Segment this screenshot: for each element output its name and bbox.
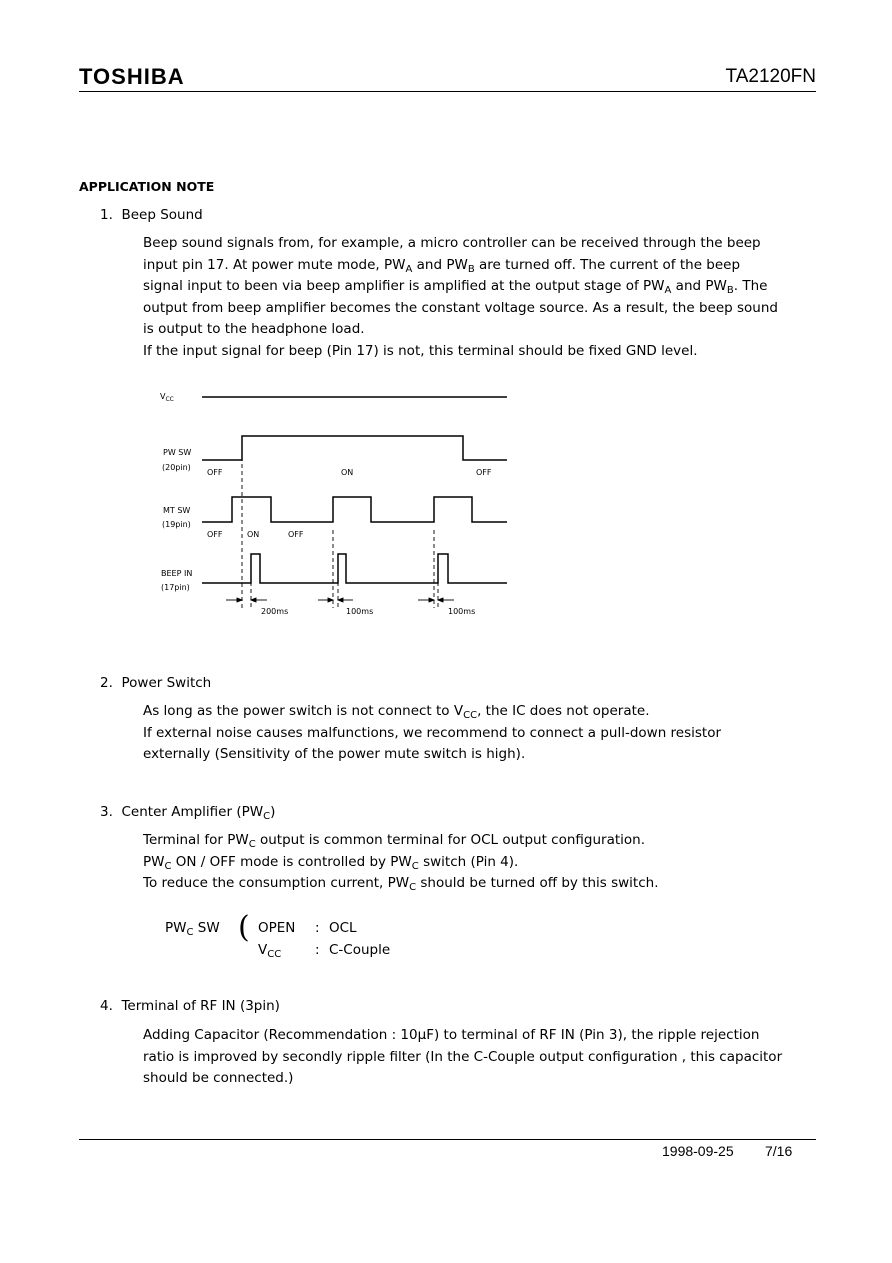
- text-line: output from beep amplifier becomes the constant voltage source. As a result, the beep sound: [143, 299, 778, 316]
- text-line: signal input to been via beep amplifier is amplified at the output stage of $PW_A$ and $PW_B$. The: [143, 278, 768, 296]
- text-line: To reduce the consumption current, $PW_C$ should be turned off by this switch.: [143, 875, 659, 893]
- beep-pin: (17pin): [161, 583, 190, 592]
- text-line: As long as the power switch is not connect to $V_{CC}$, the IC does not operate.: [143, 703, 650, 721]
- switch-result-c-couple: C-Couple: [329, 942, 391, 958]
- section-4-title: Terminal of RF IN (3pin): [121, 998, 280, 1014]
- section-1-number: 1.: [100, 207, 113, 223]
- switch-result-ocl: OCL: [329, 920, 357, 936]
- section-2-heading: [100, 675, 211, 691]
- text-line: ratio is improved by secondly ripple filter (In the C-Couple output configuration , this capacitor: [143, 1048, 783, 1065]
- left-bracket: (: [238, 910, 250, 945]
- section-2-title: Power Switch: [121, 675, 212, 691]
- mt-sw-waveform: [202, 497, 507, 522]
- switch-option-vcc: $V_{CC}$: [258, 942, 282, 960]
- section-1-heading: [100, 207, 203, 223]
- section-4-heading: [100, 998, 280, 1014]
- part-number: TA2120FN: [725, 66, 816, 87]
- timing-1: 200ms: [261, 607, 289, 616]
- mt-state-on: ON: [247, 530, 260, 539]
- text-line: Adding Capacitor (Recommendation : 10μF) to terminal of RF IN (Pin 3), the ripple rejection: [143, 1027, 760, 1043]
- text-line: Beep sound signals from, for example, a micro controller can be received through the beep: [143, 235, 761, 251]
- text-line: $PW_C$ ON / OFF mode is controlled by $PW_C$ switch (Pin 4).: [143, 853, 519, 872]
- text-line: is output to the headphone load.: [143, 321, 365, 337]
- switch-separator: :: [315, 942, 320, 958]
- pw-state-on: ON: [341, 468, 354, 477]
- timing-3: 100ms: [448, 607, 476, 616]
- text-line: If the input signal for beep (Pin 17) is not, this terminal should be fixed GND level.: [143, 342, 698, 359]
- vcc-label: $V_{CC}$: [160, 392, 174, 403]
- mt-state-off-1: OFF: [207, 530, 223, 539]
- text-line: Terminal for $PW_C$ output is common terminal for OCL output configuration.: [143, 832, 646, 850]
- section-2-body: [143, 701, 721, 766]
- section-4-body: [143, 1025, 811, 1090]
- timing-2: 100ms: [346, 607, 374, 616]
- section-3-body: [143, 830, 658, 895]
- pw-sw-label: PW SW: [163, 448, 192, 457]
- page-number: 7/16: [765, 1143, 793, 1159]
- section-3-title: Center Amplifier $(PW_C)$: [121, 804, 276, 822]
- text-line: externally (Sensitivity of the power mute switch is high).: [143, 746, 526, 762]
- section-3-heading: [100, 804, 275, 820]
- mt-sw-pin: (19pin): [162, 520, 191, 529]
- mt-state-off-2: OFF: [288, 530, 304, 539]
- company-logo: TOSHIBA: [79, 64, 185, 89]
- section-1-body: [143, 233, 810, 362]
- pw-sw-pin: (20pin): [162, 463, 191, 472]
- section-4-number: 4.: [100, 998, 113, 1014]
- header-divider: [79, 91, 816, 92]
- switch-option-open: OPEN: [258, 920, 296, 936]
- text-line: If external noise causes malfunctions, we recommend to connect a pull-down resistor: [143, 724, 722, 741]
- pwc-sw-label: $PW_C$ SW: [165, 920, 220, 938]
- section-title: APPLICATION NOTE: [79, 179, 215, 194]
- footer-divider: [79, 1139, 816, 1140]
- pw-sw-waveform: [202, 436, 507, 460]
- pw-state-off-2: OFF: [476, 468, 492, 477]
- switch-separator: :: [315, 920, 320, 936]
- text-line: input pin 17. At power mute mode, $PW_A$ and $PW_B$ are turned off. The current of the beep: [143, 256, 741, 275]
- beep-waveform: [202, 554, 507, 583]
- pw-state-off-1: OFF: [207, 468, 223, 477]
- mt-sw-label: MT SW: [163, 506, 191, 515]
- timing-diagram: [150, 380, 520, 620]
- timing-arrows: [226, 598, 454, 602]
- section-2-number: 2.: [100, 675, 113, 691]
- section-1-title: Beep Sound: [121, 207, 203, 223]
- footer-date: 1998-09-25: [662, 1143, 734, 1159]
- section-3-number: 3.: [100, 804, 113, 820]
- text-line: should be connected.): [143, 1070, 294, 1086]
- beep-label: BEEP IN: [161, 569, 193, 578]
